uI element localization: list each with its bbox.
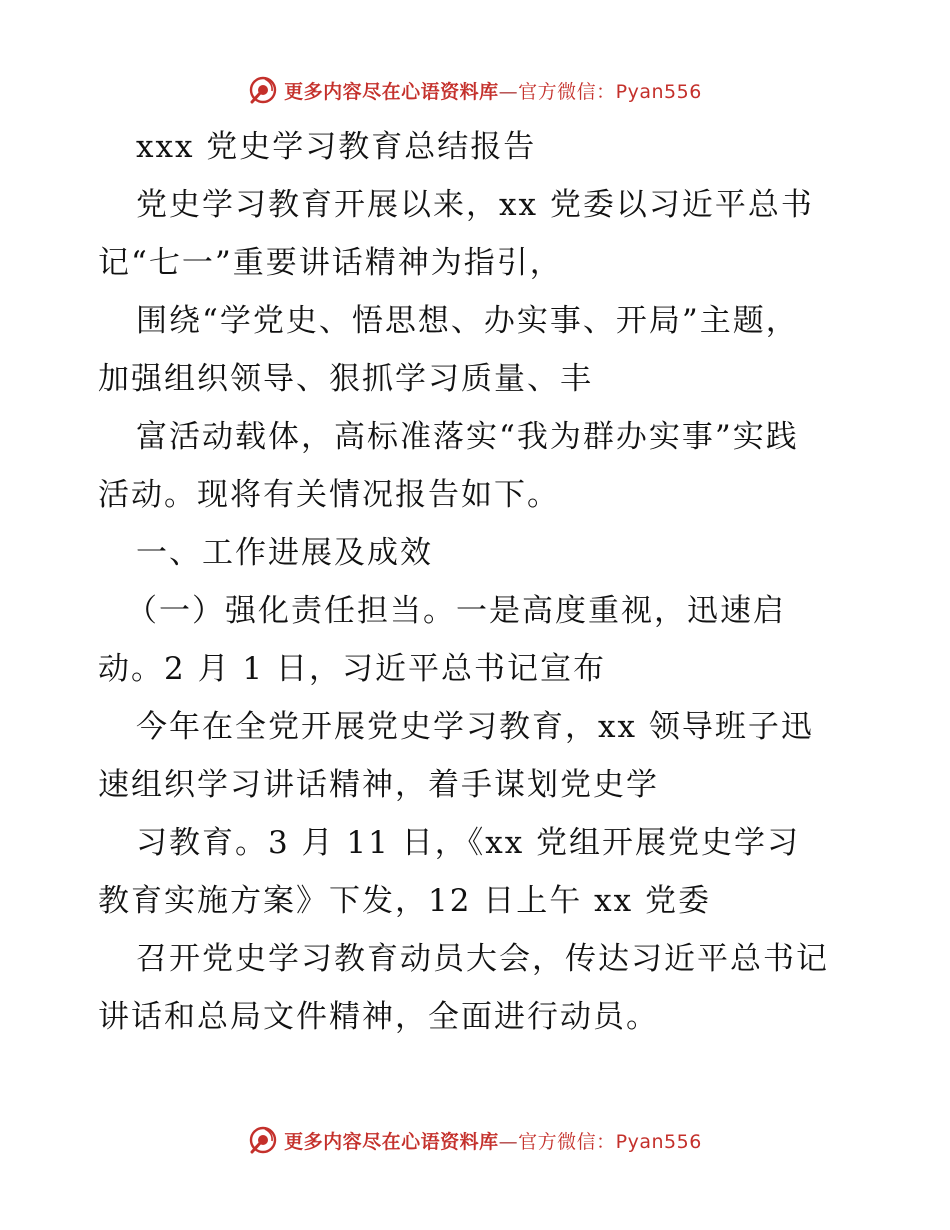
paragraph-line: 记“七一”重要讲话精神为指引， [98, 245, 563, 281]
section-heading: 一、工作进展及成效 [136, 535, 433, 571]
footer-watermark-banner [0, 1122, 950, 1158]
paragraph-line: 讲话和总局文件精神，全面进行动员。 [98, 999, 659, 1035]
paragraph-line: （一）强化责任担当。一是高度重视，迅速启 [126, 593, 786, 629]
banner-separator: — [498, 80, 519, 103]
banner-label [284, 77, 702, 104]
banner-main-text: 更多内容尽在心语资料库 [284, 80, 499, 103]
paragraph-line: 党史学习教育开展以来，xx 党委以习近平总书 [136, 187, 814, 223]
banner-separator: — [498, 1130, 519, 1153]
paragraph-line: 速组织学习讲话精神，着手谋划党史学 [98, 767, 659, 803]
document-title: xxx 党史学习教育总结报告 [136, 129, 537, 165]
banner-main-text: 更多内容尽在心语资料库 [284, 1130, 499, 1153]
banner-label [284, 1127, 702, 1154]
paragraph-line: 动。2 月 1 日，习近平总书记宣布 [98, 651, 607, 687]
banner-wechat-text: 官方微信：Pyan556 [518, 80, 702, 103]
paragraph-line: 加强组织领导、狠抓学习质量、丰 [98, 361, 593, 397]
paragraph-line: 习教育。3 月 11 日，《xx 党组开展党史学习 [136, 825, 801, 861]
pen-circle-logo-icon [248, 1125, 278, 1155]
pen-circle-logo-icon [248, 75, 278, 105]
paragraph-line: 富活动载体，高标准落实“我为群办实事”实践 [136, 419, 799, 455]
paragraph-line: 活动。现将有关情况报告如下。 [98, 477, 560, 513]
paragraph-line: 围绕“学党史、悟思想、办实事、开局”主题， [136, 303, 799, 339]
banner-wechat-text: 官方微信：Pyan556 [518, 1130, 702, 1153]
paragraph-line: 教育实施方案》下发，12 日上午 xx 党委 [98, 883, 711, 919]
paragraph-line: 召开党史学习教育动员大会，传达习近平总书记 [136, 941, 829, 977]
document-body [98, 118, 858, 1046]
paragraph-line: 今年在全党开展党史学习教育，xx 领导班子迅 [136, 709, 814, 745]
header-watermark-banner [0, 72, 950, 108]
